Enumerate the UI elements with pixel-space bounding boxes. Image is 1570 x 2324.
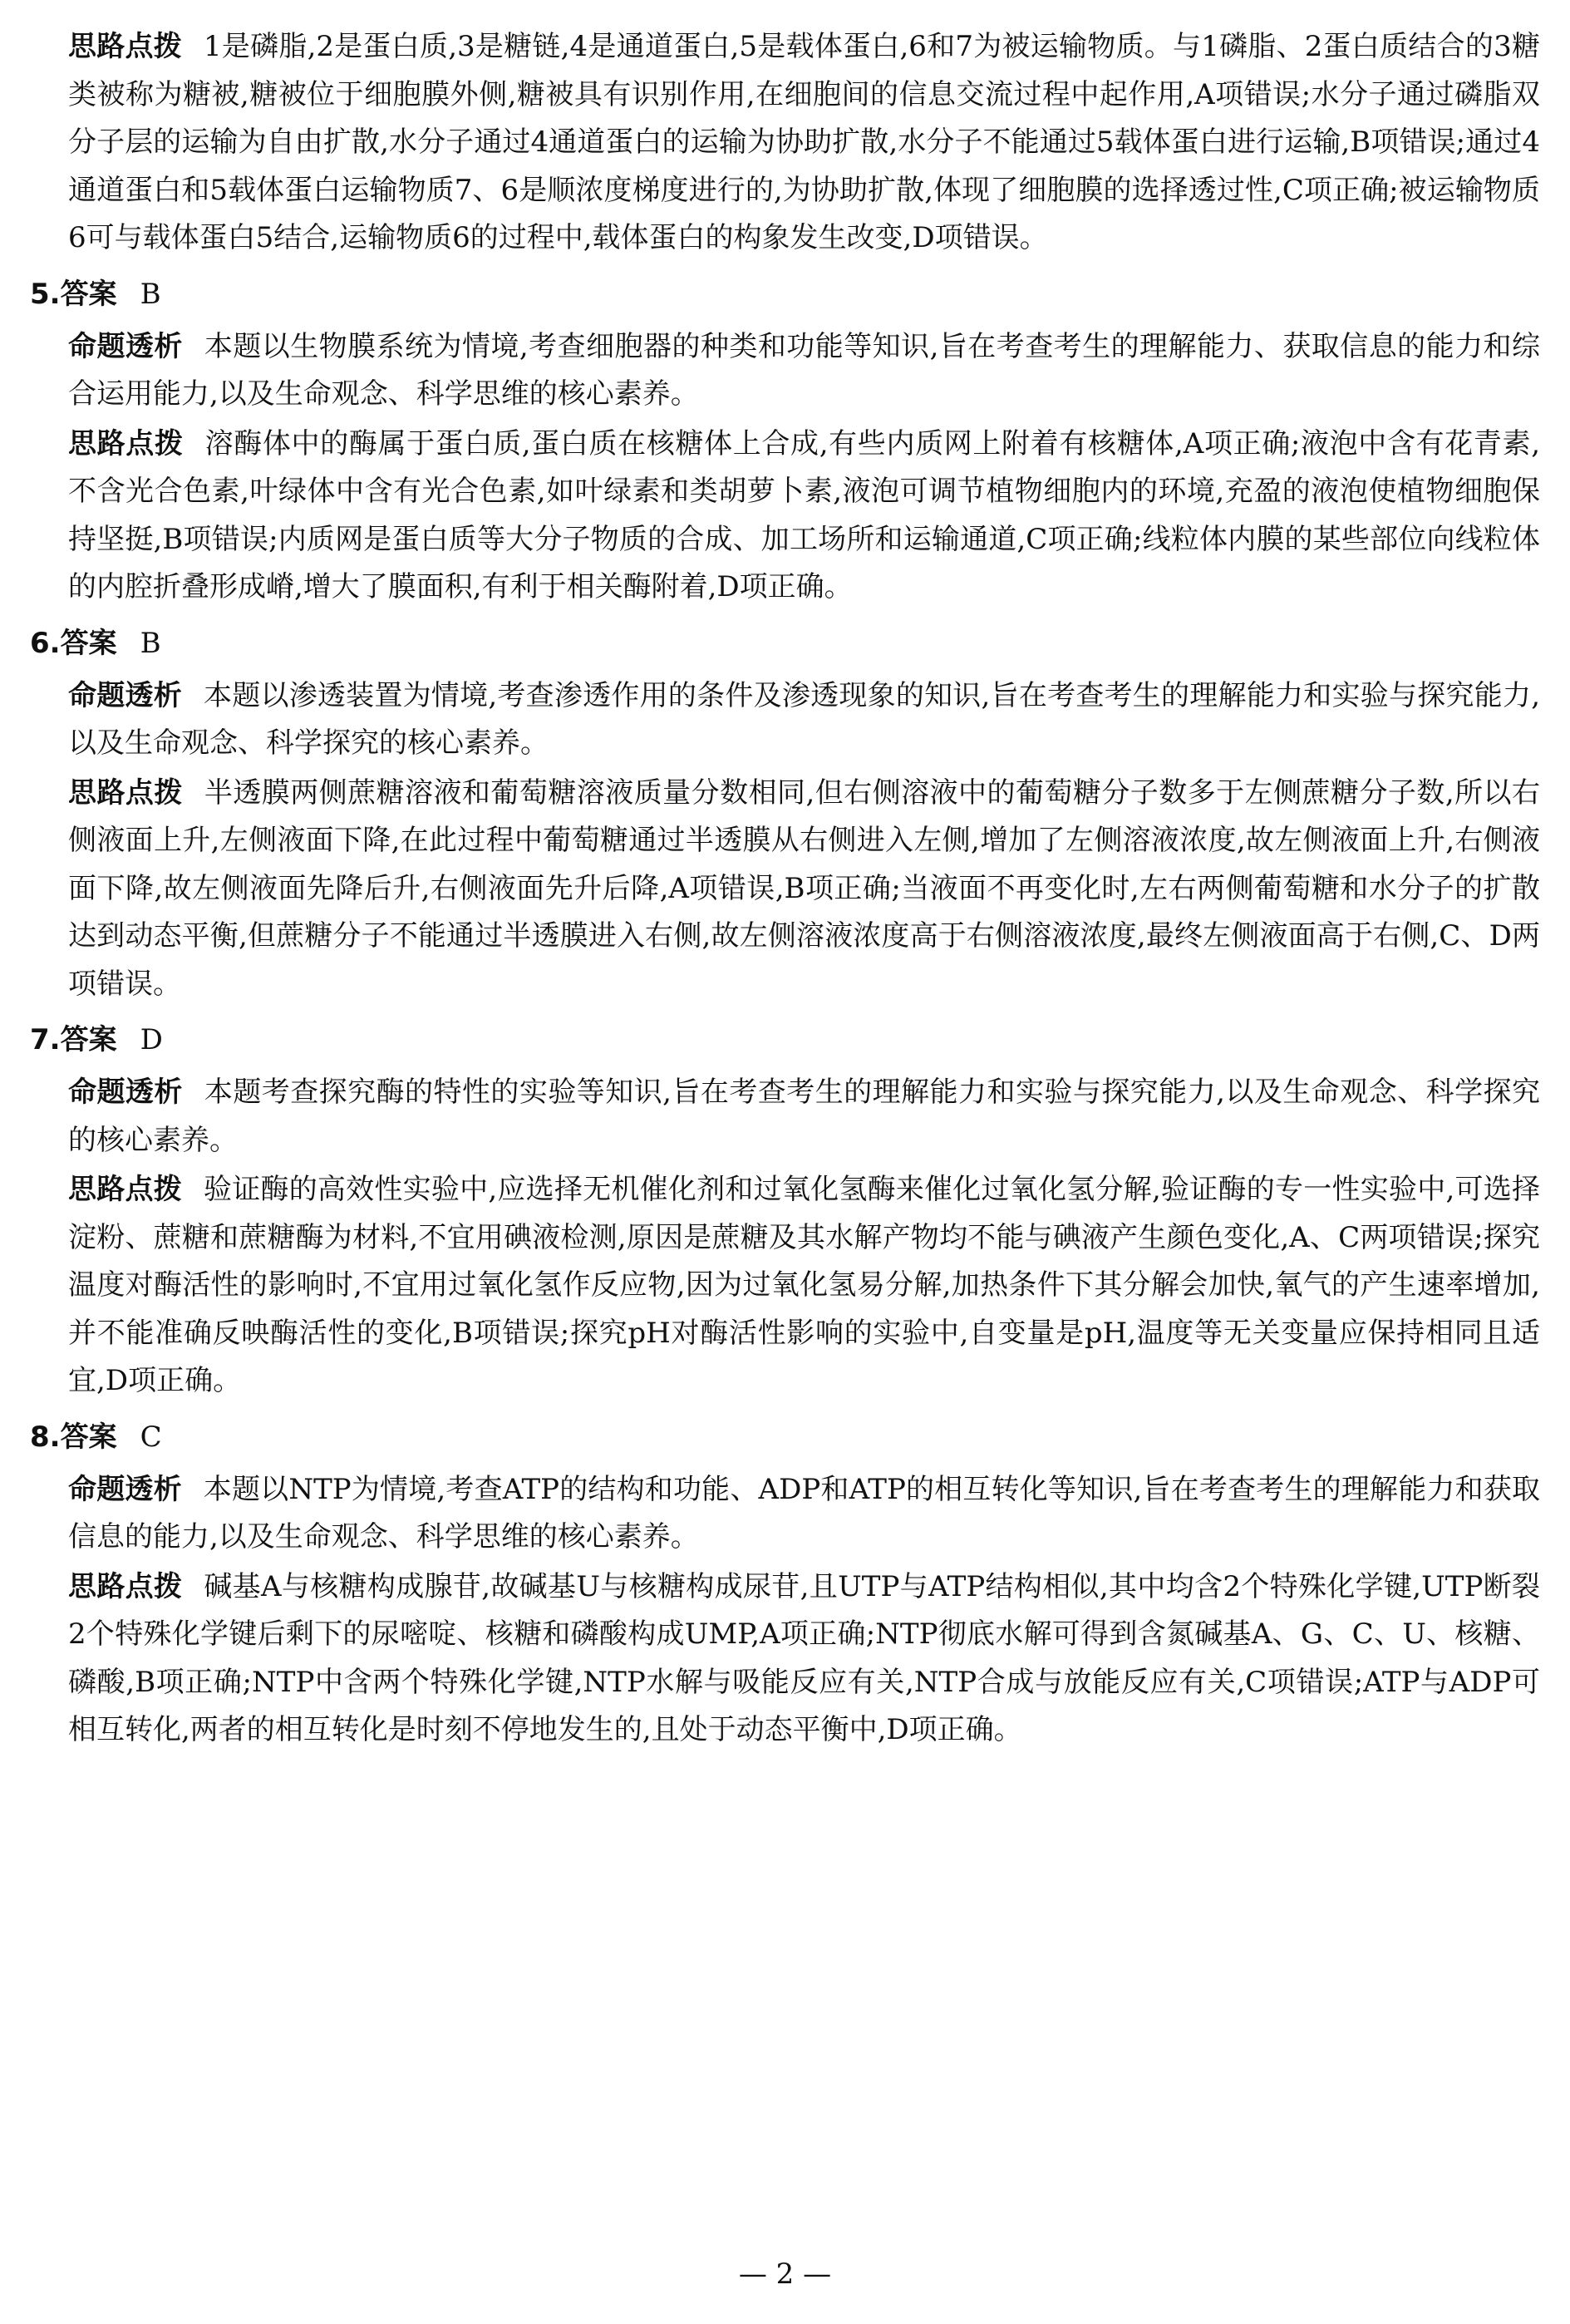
silu-text: 碱基A与核糖构成腺苷,故碱基U与核糖构成尿苷,且UTP与ATP结构相似,其中均含2个特殊化学键,UTP断裂2个特殊化学键后剩下的尿嘧啶、核糖和磷酸构成UMP,A项正确;NTP彻底水解可得到含氮碱基A、G、C、U、核糖、磷酸,B项正确;NTP中含两个特殊化学键,NTP水解与吸能反应有关,NTP合成与放能反应有关,C项错误;ATP与ADP可相互转化,两者的相互转化是时刻不停地发生的,且处于动态平衡中,D项正确。	[68, 1569, 1540, 1746]
silu-tag: 思路点拨	[68, 775, 183, 810]
silu-paragraph-5	[30, 421, 1540, 612]
answer-5-heading	[30, 271, 1540, 318]
mingti-paragraph-5	[30, 323, 1540, 419]
intro-paragraph	[30, 23, 1540, 263]
answer-label: 答案	[60, 626, 117, 660]
mingti-text: 本题以NTP为情境,考查ATP的结构和功能、ADP和ATP的相互转化等知识,旨在考查考生的理解能力和获取信息的能力,以及生命观念、科学思维的核心素养。	[68, 1472, 1541, 1553]
silu-paragraph-8	[30, 1563, 1540, 1755]
silu-text: 验证酶的高效性实验中,应选择无机催化剂和过氧化氢酶来催化过氧化氢分解,验证酶的专一性实验中,可选择淀粉、蔗糖和蔗糖酶为材料,不宜用碘液检测,原因是蔗糖及其水解产物均不能与碘液产生颜色变化,A、C两项错误;探究温度对酶活性的影响时,不宜用过氧化氢作反应物,因为过氧化氢易分解,加热条件下其分解会加快,氧气的产生速率增加,并不能准确反映酶活性的变化,B项错误;探究pH对酶活性影响的实验中,自变量是pH,温度等无关变量应保持相同且适宜,D项正确。	[68, 1173, 1540, 1397]
answer-value: B	[140, 626, 161, 660]
question-number: 6.	[30, 626, 61, 660]
answer-8-heading	[30, 1414, 1540, 1461]
mingti-text: 本题考查探究酶的特性的实验等知识,旨在考查考生的理解能力和实验与探究能力,以及生命观念、科学探究的核心素养。	[68, 1076, 1540, 1157]
silu-tag: 思路点拨	[68, 426, 184, 460]
answer-label: 答案	[60, 1023, 117, 1056]
answer-value: B	[140, 277, 161, 311]
silu-paragraph-6	[30, 770, 1540, 1009]
answer-label: 答案	[60, 1420, 117, 1454]
answer-value: C	[140, 1420, 162, 1454]
answer-6-heading	[30, 620, 1540, 667]
silu-tag: 思路点拨	[68, 1569, 183, 1603]
silu-text: 半透膜两侧蔗糖溶液和葡萄糖溶液质量分数相同,但右侧溶液中的葡萄糖分子数多于左侧蔗糖分子数,所以右侧液面上升,左侧液面下降,在此过程中葡萄糖通过半透膜从右侧进入左侧,增加了左侧溶液浓度,故左侧液面上升,右侧液面下降,故左侧液面先降后升,右侧液面先升后降,A项错误,B项正确;当液面不再变化时,左右两侧葡萄糖和水分子的扩散达到动态平衡,但蔗糖分子不能通过半透膜进入右侧,故左侧溶液浓度高于右侧溶液浓度,最终左侧液面高于右侧,C、D两项错误。	[68, 775, 1540, 1001]
question-number: 7.	[30, 1023, 61, 1056]
mingti-paragraph-6	[30, 672, 1540, 768]
answer-label: 答案	[60, 277, 117, 311]
page-number: — 2 —	[738, 2258, 832, 2291]
silu-tag: 思路点拨	[68, 30, 182, 63]
question-number: 5.	[30, 277, 61, 311]
answer-value: D	[140, 1023, 163, 1056]
silu-paragraph-7	[30, 1166, 1540, 1406]
question-number: 8.	[30, 1420, 61, 1454]
mingti-tag: 命题透析	[68, 1472, 182, 1506]
mingti-paragraph-7	[30, 1069, 1540, 1164]
mingti-paragraph-8	[30, 1466, 1540, 1562]
mingti-text: 本题以渗透装置为情境,考查渗透作用的条件及渗透现象的知识,旨在考查考生的理解能力和实验与探究能力,以及生命观念、科学探究的核心素养。	[68, 678, 1540, 760]
mingti-text: 本题以生物膜系统为情境,考查细胞器的种类和功能等知识,旨在考查考生的理解能力、获取信息的能力和综合运用能力,以及生命观念、科学思维的核心素养。	[68, 329, 1540, 411]
mingti-tag: 命题透析	[68, 1076, 183, 1109]
mingti-tag: 命题透析	[68, 329, 183, 363]
silu-text: 溶酶体中的酶属于蛋白质,蛋白质在核糖体上合成,有些内质网上附着有核糖体,A项正确;液泡中含有花青素,不含光合色素,叶绿体中含有光合色素,如叶绿素和类胡萝卜素,液泡可调节植物细胞内的环境,充盈的液泡使植物细胞保持坚挺,B项错误;内质网是蛋白质等大分子物质的合成、加工场所和运输通道,C项正确;线粒体内膜的某些部位向线粒体的内腔折叠形成嵴,增大了膜面积,有利于相关酶附着,D项正确。	[68, 426, 1540, 603]
silu-text: 1是磷脂,2是蛋白质,3是糖链,4是通道蛋白,5是载体蛋白,6和7为被运输物质。与1磷脂、2蛋白质结合的3糖类被称为糖被,糖被位于细胞膜外侧,糖被具有识别作用,在细胞间的信息交流过程中起作用,A项错误;水分子通过磷脂双分子层的运输为自由扩散,水分子通过4通道蛋白的运输为协助扩散,水分子不能通过5载体蛋白进行运输,B项错误;通过4通道蛋白和5载体蛋白运输物质7、6是顺浓度梯度进行的,为协助扩散,体现了细胞膜的选择透过性,C项正确;被运输物质6可与载体蛋白5结合,运输物质6的过程中,载体蛋白的构象发生改变,D项错误。	[68, 30, 1541, 254]
answer-7-heading	[30, 1017, 1540, 1064]
mingti-tag: 命题透析	[68, 678, 182, 712]
silu-tag: 思路点拨	[68, 1173, 182, 1206]
